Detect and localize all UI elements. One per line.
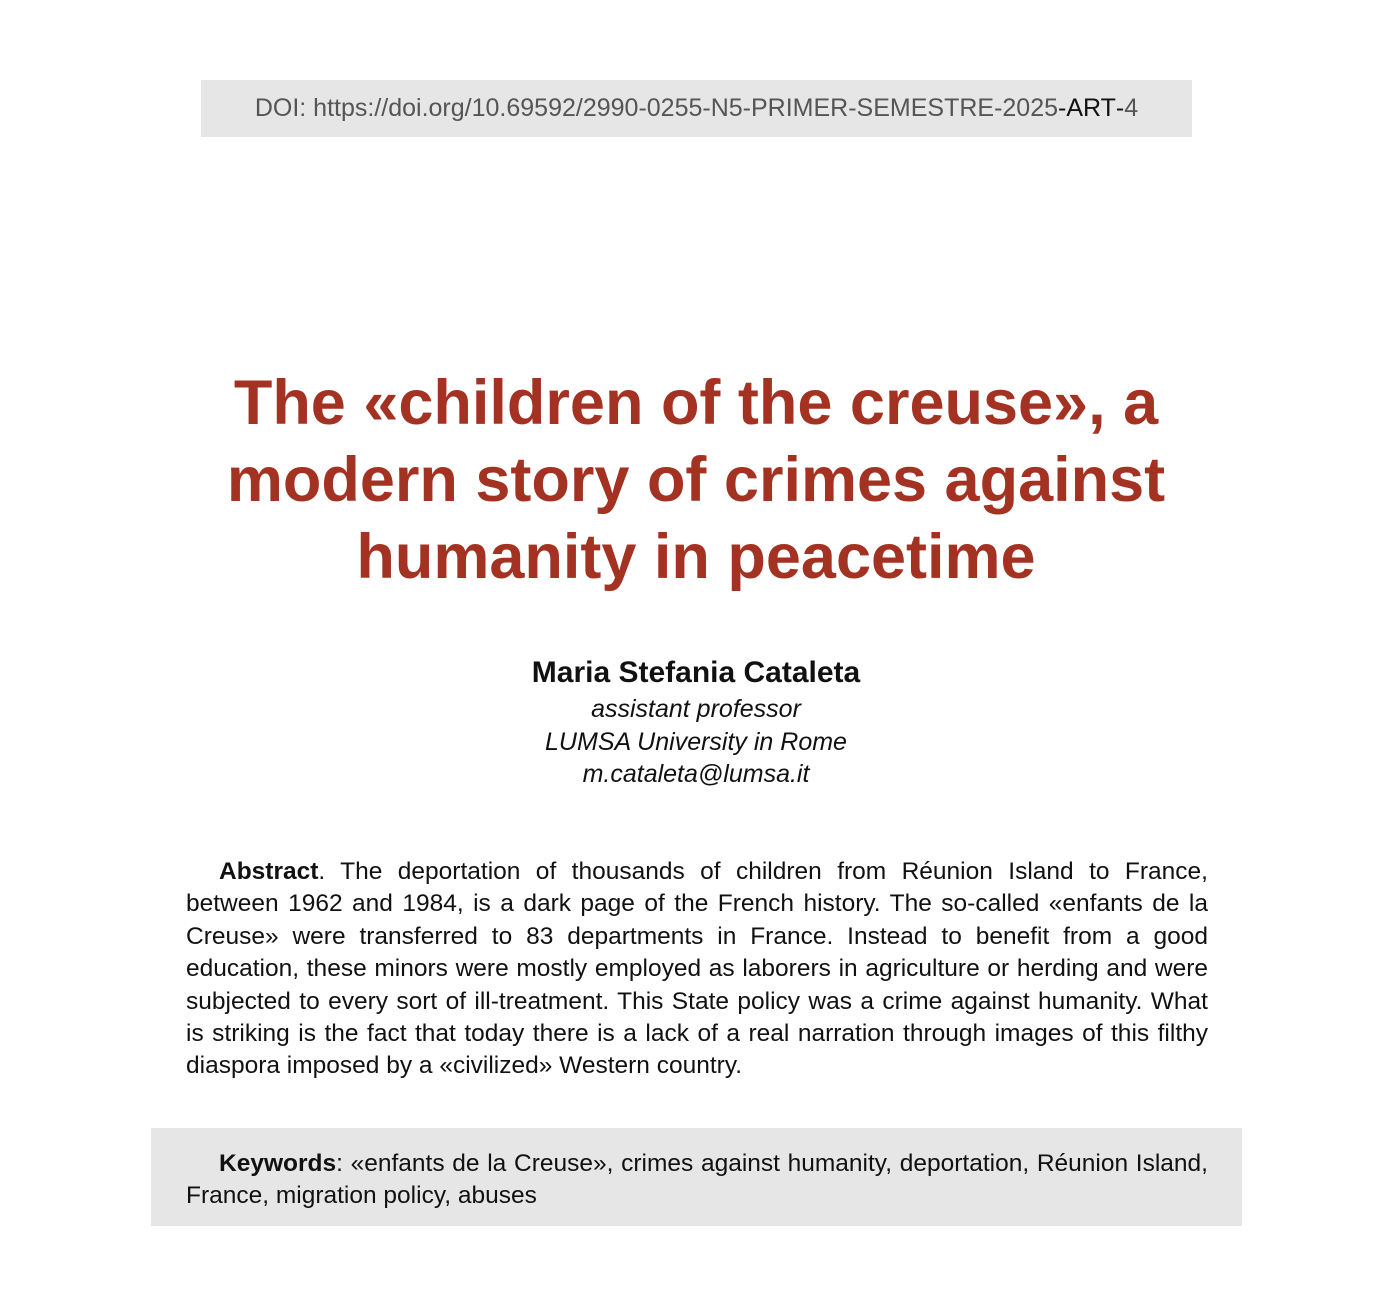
abstract-paragraph (186, 856, 1208, 1083)
author-role: assistant professor (591, 695, 801, 723)
keywords-text: : «enfants de la Creuse», crimes against humanity, deportation, Réunion Island, France, migration policy, abuses (186, 1150, 1208, 1210)
author-block (300, 653, 1092, 791)
doi-link[interactable]: DOI: https://doi.org/10.69592/2990-0255-N5-PRIMER-SEMESTRE-2025 (254, 94, 1059, 122)
title-line-1: The «children of the creuse», a (233, 368, 1159, 438)
author-affiliation: LUMSA University in Rome (545, 727, 847, 756)
article-title (180, 365, 1212, 596)
doi-article-number: 4 (1124, 94, 1139, 122)
author-name: Maria Stefania Cataleta (531, 656, 861, 689)
doi-art-separator: - (1058, 94, 1067, 122)
keywords-paragraph (186, 1148, 1208, 1213)
author-email[interactable]: m.cataleta@lumsa.it (582, 760, 810, 788)
doi-art-separator-2: - (1115, 94, 1125, 122)
abstract-label: Abstract (219, 858, 319, 885)
doi-bar (201, 80, 1192, 137)
keywords-bar (151, 1128, 1242, 1226)
doi-art-label: ART (1066, 94, 1116, 122)
title-line-2: modern story of crimes against (226, 445, 1166, 515)
keywords-label: Keywords (219, 1150, 337, 1177)
title-line-3: humanity in peacetime (356, 522, 1036, 592)
abstract-text: . The deportation of thousands of children from Réunion Island to France, between 1962 and 1984, is a dark page of the French history. The so-called «enfants de la Creuse» were transferred to 83 departments in France. Instead to benefit from a good education, these minors were mostly employed as laborers in agriculture or herding and were subjected to every sort of ill-treatment. This State policy was a crime against humanity. What is striking is the fact that today there is a lack of a real narration through images of this filthy diaspora imposed by a «civilized» Western country. (186, 858, 1208, 1080)
